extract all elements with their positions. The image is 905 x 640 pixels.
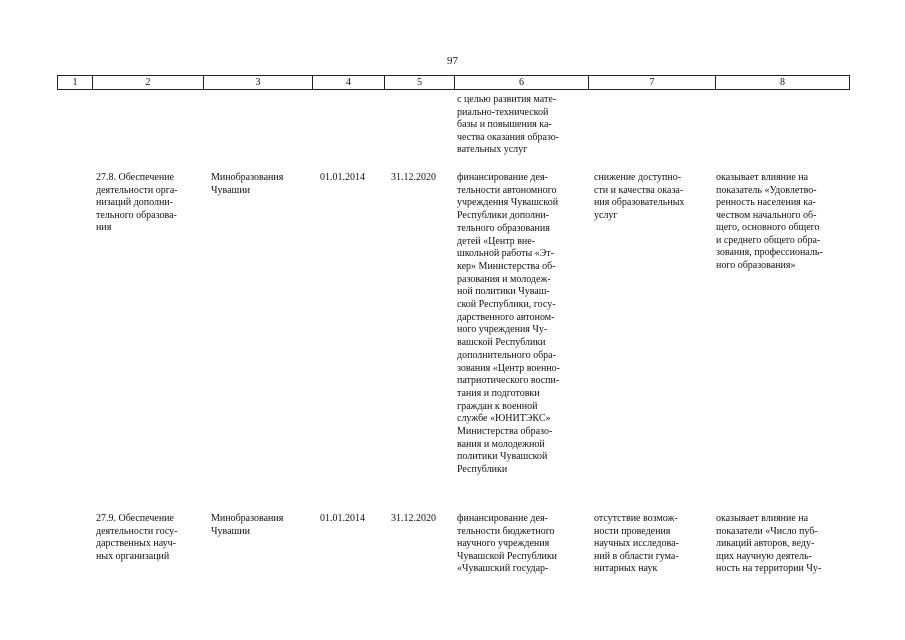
row-27-8-result: [457, 172, 585, 477]
text-line: вания и молодежной: [457, 438, 545, 450]
row-27-8-executor: [211, 172, 311, 197]
text-line: тания и подготовки: [457, 387, 540, 399]
text-line: детей «Центр вне-: [457, 235, 536, 247]
text-line: вашской Республики: [457, 337, 546, 349]
text-line: деятельности орга-: [96, 184, 178, 196]
text-line: граждан к военной: [457, 400, 538, 412]
text-line: патриотического воспи-: [457, 375, 560, 387]
text-line: ного образования»: [716, 259, 796, 271]
text-line: показатель «Удовлетво-: [716, 184, 817, 196]
text-line: ской Республики, госу-: [457, 299, 556, 311]
text-line: ния: [96, 222, 112, 233]
text-line: научного учреждения: [457, 538, 550, 549]
text-line: низаций дополни-: [96, 197, 173, 208]
row-27-8-risk: [594, 172, 706, 222]
header-col-8: 8: [715, 76, 850, 89]
text-line: зования «Центр военно-: [457, 362, 560, 374]
text-line: щего, основного общего: [716, 222, 820, 233]
text-line: сти и качества оказа-: [594, 184, 684, 196]
text-line: кер» Министерства об-: [457, 260, 556, 272]
header-col-1: 1: [57, 76, 92, 89]
text-line: показатели «Число пуб-: [716, 525, 818, 537]
text-line: «Чувашский государ-: [457, 563, 549, 574]
text-line: с целью развития мате-: [457, 94, 557, 105]
text-line: ликаций авторов, веду-: [716, 538, 815, 549]
text-line: дополнительного обра-: [457, 349, 556, 361]
text-line: дарственного автоном-: [457, 311, 555, 323]
text-line: школьной работы «Эт-: [457, 248, 554, 260]
row-27-8-measure: [96, 172, 200, 235]
header-col-6: 6: [454, 76, 588, 89]
text-line: ного учреждения Чу-: [457, 324, 548, 336]
text-line: Минобразования: [211, 513, 284, 524]
text-line: политики Чувашской: [457, 451, 548, 463]
text-line: зования, профессиональ-: [716, 247, 823, 258]
text-line: и среднего общего обра-: [716, 234, 821, 246]
header-col-7: 7: [588, 76, 715, 89]
continued-col6: [457, 94, 585, 157]
row-27-9-result: [457, 513, 585, 576]
text-line: ной политики Чуваш-: [457, 286, 550, 298]
text-line: деятельности госу-: [96, 525, 178, 537]
text-line: Чувашии: [211, 184, 250, 196]
table-header-row: [57, 75, 850, 90]
row-27-8-indicator: [716, 172, 844, 272]
text-line: оказывает влияние на: [716, 172, 809, 183]
text-line: ний в области гума-: [594, 550, 679, 562]
text-line: риально-технической: [457, 106, 549, 118]
text-line: базы и повышения ка-: [457, 119, 552, 130]
text-line: ния образовательных: [594, 197, 685, 208]
text-line: чеством начального об-: [716, 209, 817, 221]
text-line: дарственных науч-: [96, 538, 176, 549]
text-line: ности проведения: [594, 525, 671, 537]
text-line: разования и молодеж-: [457, 273, 551, 285]
text-line: финансирование дея-: [457, 513, 548, 524]
text-line: услуг: [594, 209, 618, 221]
header-col-2: 2: [92, 76, 203, 89]
text-line: ность на территории Чу-: [716, 563, 822, 574]
row-27-9-measure: [96, 513, 200, 563]
text-line: снижение доступно-: [594, 172, 682, 183]
text-line: вательных услуг: [457, 144, 528, 155]
text-line: финансирование дея-: [457, 172, 548, 183]
row-27-8-end-date: 31.12.2020: [391, 172, 436, 183]
text-line: ных организаций: [96, 550, 170, 562]
text-line: службе «ЮНИТЭКС»: [457, 413, 551, 425]
text-line: тельного образования: [457, 222, 550, 234]
text-line: щих научную деятель-: [716, 550, 813, 562]
header-col-4: 4: [312, 76, 384, 89]
text-line: оказывает влияние на: [716, 513, 809, 524]
text-line: научных исследова-: [594, 538, 679, 549]
row-27-9-start-date: 01.01.2014: [320, 513, 365, 524]
text-line: чества оказания образо-: [457, 131, 560, 143]
text-line: тельного образова-: [96, 209, 177, 221]
text-line: отсутствие возмож-: [594, 513, 678, 524]
row-27-9-end-date: 31.12.2020: [391, 513, 436, 524]
text-line: Министерства образо-: [457, 426, 553, 438]
text-line: 27.8. Обеспечение: [96, 172, 174, 183]
row-27-8-start-date: 01.01.2014: [320, 172, 365, 183]
text-line: 27.9. Обеспечение: [96, 513, 174, 524]
row-27-9-indicator: [716, 513, 844, 576]
header-col-5: 5: [384, 76, 454, 89]
text-line: Республики дополни-: [457, 210, 549, 222]
row-27-9-executor: [211, 513, 311, 538]
row-27-9-risk: [594, 513, 706, 576]
text-line: тельности бюджетного: [457, 525, 555, 537]
text-line: Чувашской Республики: [457, 550, 558, 562]
text-line: ренность населения ка-: [716, 197, 816, 208]
page-number: 97: [447, 55, 458, 67]
text-line: Чувашии: [211, 525, 250, 537]
text-line: Республики: [457, 464, 508, 476]
text-line: нитарных наук: [594, 563, 658, 574]
text-line: учреждения Чувашской: [457, 197, 559, 209]
text-line: Минобразования: [211, 172, 284, 183]
text-line: тельности автономного: [457, 184, 557, 196]
header-col-3: 3: [203, 76, 312, 89]
